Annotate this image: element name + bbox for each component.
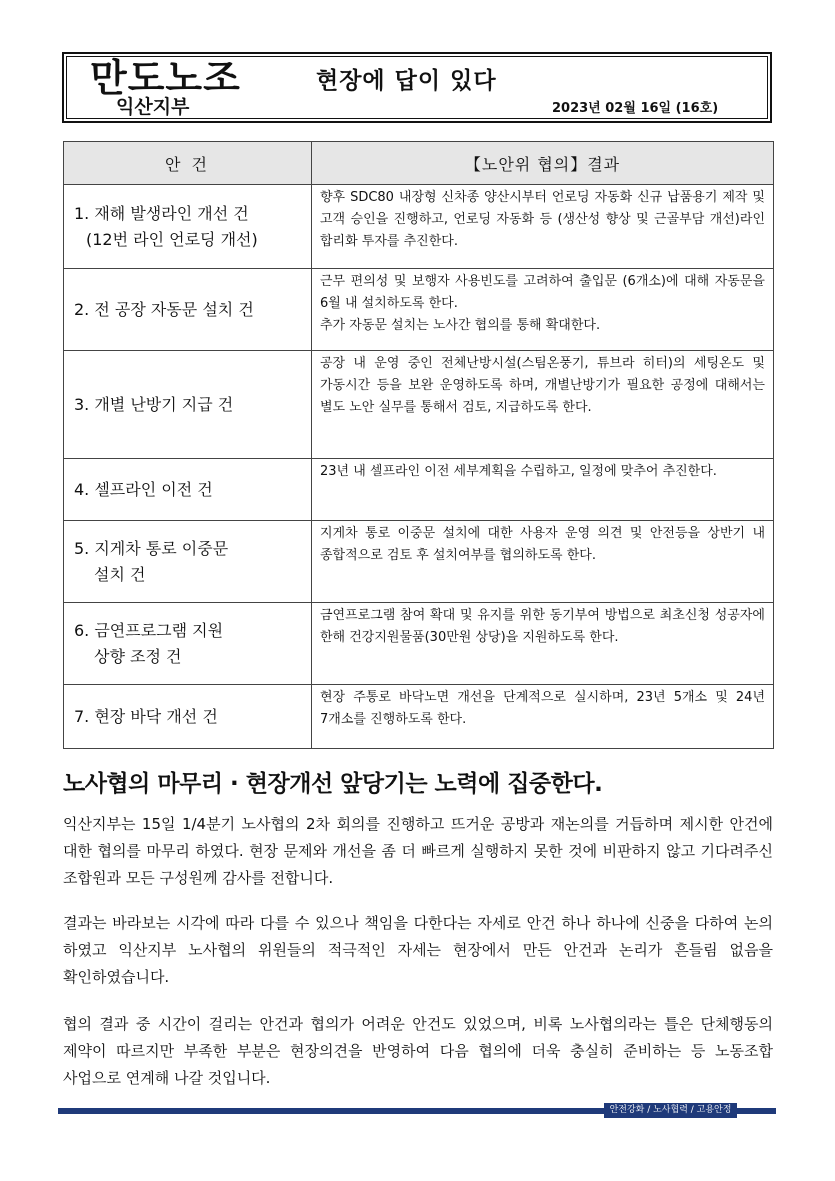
agenda-item-line: 6. 금연프로그램 지원 — [74, 620, 224, 640]
union-name: 만도노조 — [90, 56, 241, 100]
article-paragraph: 결과는 바라보는 시각에 따라 다를 수 있으나 책임을 다한다는 자세로 안건 하나 하나에 신중을 다하여 논의 하였고 익산지부 노사협의 위원들의 적극적인 자세는 현장에서 만든 안건과 논리가 흔들림 없음을 확인하였습니다. — [63, 914, 773, 986]
agenda-item — [64, 185, 312, 269]
agenda-item-line: 7. 현장 바닥 개선 건 — [74, 706, 218, 726]
branch-name: 익산지부 — [116, 96, 190, 118]
agenda-item — [64, 685, 312, 749]
table-row — [64, 185, 774, 269]
agenda-item-line: 설치 건 — [94, 564, 146, 584]
table-row — [64, 459, 774, 521]
agenda-item-line: 2. 전 공장 자동문 설치 건 — [74, 299, 254, 319]
article-headline: 노사협의 마무리 · 현장개선 앞당기는 노력에 집중한다. — [63, 771, 603, 797]
agenda-item — [64, 603, 312, 685]
agenda-item-line: 상향 조정 건 — [94, 646, 182, 666]
issue-date: 2023년 02월 16일 (16호) — [552, 101, 719, 116]
agenda-item — [64, 351, 312, 459]
slogan: 현장에 답이 있다 — [316, 68, 497, 94]
agenda-result: 공장 내 운영 중인 전체난방시설(스팀온풍기, 튜브라 히터)의 세팅온도 및 가동시간 등을 보완 운영하도록 하며, 개별난방기가 필요한 공정에 대해서는 별도 노안 실무를 통해서 검토, 지급하도록 한다. — [312, 351, 774, 459]
agenda-item — [64, 459, 312, 521]
col-header-agenda: 안 건 — [64, 142, 312, 185]
agenda-item — [64, 521, 312, 603]
agenda-item — [64, 269, 312, 351]
table-header-row — [64, 142, 774, 185]
table-row — [64, 685, 774, 749]
agenda-result: 근무 편의성 및 보행자 사용빈도를 고려하여 출입문 (6개소)에 대해 자동문을 6월 내 설치하도록 한다. 추가 자동문 설치는 노사간 협의를 통해 확대한다. — [312, 269, 774, 351]
agenda-item-line: 3. 개별 난방기 지급 건 — [74, 394, 234, 414]
agenda-table — [63, 141, 774, 749]
agenda-result: 23년 내 셀프라인 이전 세부계획을 수립하고, 일정에 맞추어 추진한다. — [312, 459, 774, 521]
agenda-result: 금연프로그램 참여 확대 및 유지를 위한 동기부여 방법으로 최초신청 성공자에 한해 건강지원물품(30만원 상당)을 지원하도록 한다. — [312, 603, 774, 685]
agenda-result: 현장 주통로 바닥노면 개선을 단계적으로 실시하며, 23년 5개소 및 24년 7개소를 진행하도록 한다. — [312, 685, 774, 749]
agenda-result: 향후 SDC80 내장형 신차종 양산시부터 언로딩 자동화 신규 납품용기 제작 및 고객 승인을 진행하고, 언로딩 자동화 등 (생산성 향상 및 근골부담 개선)라인 합리화 투자를 추진한다. — [312, 185, 774, 269]
table-row — [64, 603, 774, 685]
table-row — [64, 269, 774, 351]
agenda-item-line: 1. 재해 발생라인 개선 건 — [74, 203, 249, 223]
col-header-result: 【노안위 협의】결과 — [312, 142, 774, 185]
article-paragraph: 익산지부는 15일 1/4분기 노사협의 2차 회의를 진행하고 뜨거운 공방과 재논의를 거듭하며 제시한 안건에 대한 협의를 마무리 하였다. 현장 문제와 개선을 좀 더 빠르게 실행하지 못한 것에 비판하지 않고 기다려주신 조합원과 모든 구성원께 감사를 전합니다. — [63, 815, 773, 887]
table-row — [64, 521, 774, 603]
article-paragraph: 협의 결과 중 시간이 걸리는 안건과 협의가 어려운 안건도 있었으며, 비록 노사협의라는 틀은 단체행동의 제약이 따르지만 부족한 부분은 현장의견을 반영하여 다음 협의에 더욱 충실히 준비하는 등 노동조합 사업으로 연계해 나갈 것입니다. — [63, 1015, 773, 1087]
table-row — [64, 351, 774, 459]
agenda-result: 지게차 통로 이중문 설치에 대한 사용자 운영 의견 및 안전등을 상반기 내 종합적으로 검토 후 설치여부를 협의하도록 한다. — [312, 521, 774, 603]
agenda-item-line: 4. 셀프라인 이전 건 — [74, 479, 213, 499]
agenda-item-line: (12번 라인 언로딩 개선) — [86, 229, 258, 249]
footer-badge: 안전강화 / 노사협력 / 고용안정 — [604, 1103, 737, 1118]
agenda-item-line: 5. 지게차 통로 이중문 — [74, 538, 229, 558]
